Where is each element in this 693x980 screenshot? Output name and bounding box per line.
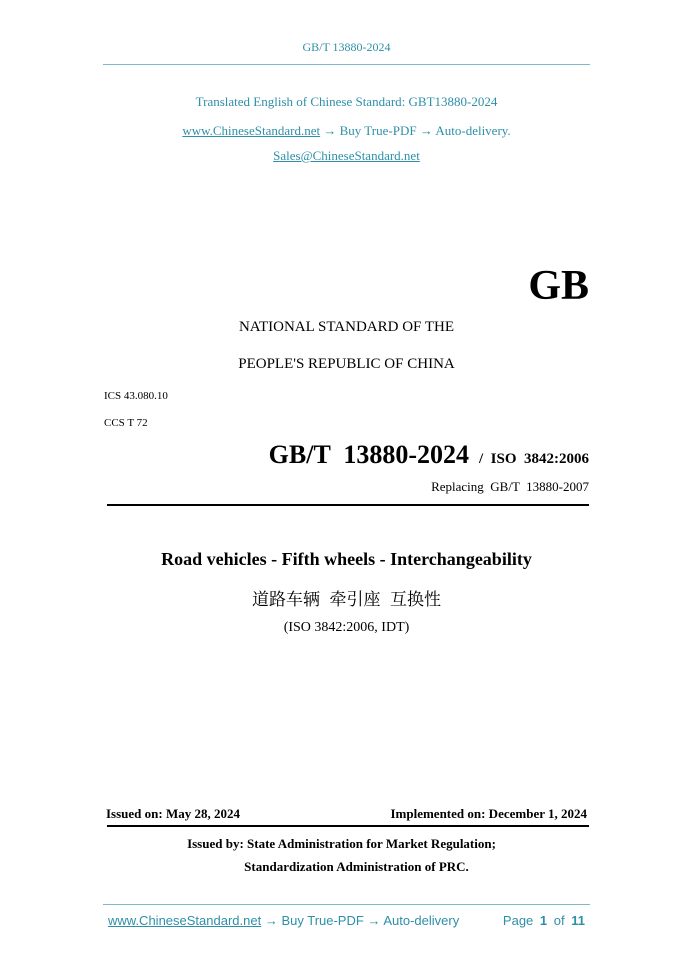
site-link[interactable]: www.ChineseStandard.net [182,123,321,138]
footer-site-link[interactable]: www.ChineseStandard.net [108,913,262,928]
arrow-right-icon: → [323,123,337,138]
running-title: GB/T 13880-2024 [302,40,391,54]
translated-line: Translated English of Chinese Standard: GBT13880-2024 [195,94,498,109]
replacing-line: Replacing GB/T 13880-2007 [431,479,589,494]
buy-text: Buy True-PDF [339,123,417,138]
iso-reference: / ISO 3842:2006 [478,451,589,467]
iso-idt: (ISO 3842:2006, IDT) [283,620,410,635]
standard-number-row [269,440,589,470]
delivery-text: Auto-delivery. [435,123,511,138]
standard-number: GB/T 13880-2024 [268,440,469,469]
email-row [0,148,693,164]
title-divider [107,504,589,506]
issued-on: Issued on: May 28, 2024 [106,806,240,821]
header-divider [103,64,590,65]
footer-links [108,913,459,928]
title-english: Road vehicles - Fifth wheels - Interchangeability [161,549,532,569]
banner-links [0,123,693,139]
issued-by-line-2: Standardization Administration of PRC. [244,859,469,874]
page-indicator [503,913,585,928]
email-link[interactable]: Sales@ChineseStandard.net [273,148,420,163]
footer-buy-text: Buy True-PDF [281,913,364,928]
arrow-right-icon: → [419,123,433,138]
page-number: 1 [539,913,548,928]
footer-delivery-text: Auto-delivery [383,913,460,928]
arrow-right-icon: → [367,913,381,928]
national-line-2: PEOPLE'S REPUBLIC OF CHINA [238,356,455,372]
issued-divider [107,825,589,827]
national-line-1: NATIONAL STANDARD OF THE [238,319,455,335]
gb-mark: GB [528,263,589,309]
ics-code: ICS 43.080.10 [104,390,168,402]
footer-divider [103,904,590,905]
of-label: of [553,913,565,928]
ccs-code: CCS T 72 [104,417,148,429]
arrow-right-icon: → [264,913,278,928]
issued-by-line-1: Issued by: State Administration for Market Regulation; [187,836,496,851]
page-label: Page [502,913,534,928]
title-chinese: 道路车辆 牵引座 互换性 [252,590,441,609]
implemented-on: Implemented on: December 1, 2024 [390,806,587,821]
total-pages: 11 [571,913,585,928]
